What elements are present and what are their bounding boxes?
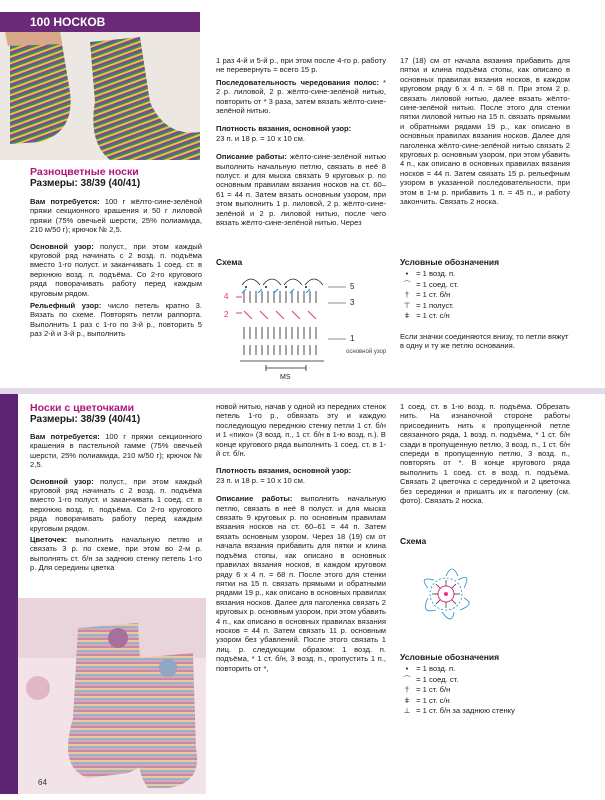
scheme-row-5: 5: [350, 282, 355, 291]
scheme-basic-label: основной узор: [346, 349, 387, 355]
section2-needs: Вам потребуется: 100 г пряжи секционного крашения в пастельной гамме (75% овечьей шерсти, 25% полиамида, 210 м/50 г); крючок № 2,5.: [30, 432, 202, 470]
section1-needs: Вам потребуется: 100 г жёлто-сине-зелёной пряжи секционного крашения и 50 г лиловой пряжи (75% овечьей шерсти, 25% полиамида, 210 м/50 г); крючок № 2,5.: [30, 197, 203, 235]
purple-edge-bar: [0, 394, 18, 794]
section1-stripe-sequence: Последовательность чередования полос: * 2 р. лиловой, 2 р. жёлто-сине-зелёной нитью, повторить от * 3 раза, затем вязать жёлто-сине-зелёной нитью.: [216, 77, 386, 116]
legend-item: † = 1 ст. б/н: [404, 685, 451, 694]
socks-illustration-1: [0, 32, 200, 160]
section2-flower: Цветочек: выполнить начальную петлю и связать 3 р. по схеме, при этом во 2-м р. выполнять ст. б/н за заднюю стенку петель 1-го р. Для середины цветка: [30, 535, 202, 573]
legend-item: ⊥ = 1 ст. б/н за заднюю стенку: [403, 706, 515, 715]
section1-scheme: [216, 257, 396, 385]
header-bar: [0, 12, 200, 32]
section1-sizes: Размеры: 38/39 (40/41): [30, 178, 141, 189]
magazine-title: 100 НОСКОВ: [30, 15, 106, 29]
scheme-ms-label: MS: [280, 374, 291, 381]
legend-item: † = 1 ст. б/н: [404, 290, 451, 299]
page-number: 64: [38, 778, 47, 787]
section1-scheme-label: Схема: [216, 257, 243, 267]
section2-scheme-label: Схема: [400, 536, 427, 546]
photo-flower-socks: [18, 598, 206, 794]
section1-legend-note: Если значки соединяются внизу, то петли вяжут в одну и ту же петлю основания.: [400, 331, 569, 350]
section2-basic-pattern: Основной узор: полуст., при этом каждый круговой ряд начинать с 2 возд. п. подъёма вместо 1-го полуст. и заканчивать 1 соед. ст. в верхнюю возд. п. подъёма. Со 2-го кругового ряда поворачивать работу перед каждым круговым рядом.: [30, 476, 202, 533]
legend-item: ⊤ = 1 полуст.: [403, 300, 454, 310]
section2-scheme: [400, 536, 570, 646]
socks-illustration-2: [18, 598, 206, 794]
section1-legend: [400, 257, 570, 350]
section1-legend-title: Условные обозначения: [400, 257, 500, 267]
section2-density: Плотность вязания, основной узор: 23 п. и 18 р. = 10 х 10 см.: [216, 466, 352, 485]
section1-relief-pattern: Рельефный узор: число петель кратно 3. Вязать по схеме. Повторять петли раппорта. Выполнить 1 раз с 1-го по 3-й р., повторить 5 раз 2-й и 3-й р., выполнить: [30, 301, 202, 339]
section1-col3-text: 17 (18) см от начала вязания прибавить для пятки и клина подъёма стопы, как описано в основных правилах вязания носков, в каждом круговом ряду 6 х 4 п. = 68 п. При этом 2 р. связать лиловой нитью, далее вязать жёлто-сине-зелёной нитью. После этого для стенки пятки лиловой нитью на 15 п. связать прямыми и обратными рядами 19 р., как описано в основных правилах вязания носков. Далее для паголенка жёлто-сине-зелёной нитью связать 2 круговых р. основным узором, при этом убавить 4 п., как описано в основных правилах вязания носков = 44 п. Затем связать 15 р. рельефным узором в указанной последовательности, при этом в 1-м р. прибавить 1 п. = 45 п., и работу закончить. Связать 2 носка.: [400, 56, 571, 207]
section2-flower-diagram: [408, 550, 488, 640]
section1-basic-pattern: Основной узор: полуст., при этом каждый круговой ряд начинать с 2 возд. п. подъёма вместо 1-го полуст. и заканчивать 1 соед. ст. в верхнюю возд. п. подъёма. Со 2-го кругового ряда поворачивать работу перед каждым круговым рядом.: [30, 241, 202, 298]
scheme-row-2: 2: [224, 310, 229, 319]
photo-multicolor-socks: [0, 32, 200, 160]
section2-sizes: Размеры: 38/39 (40/41): [30, 414, 141, 425]
scheme-row-1: 1: [350, 334, 355, 343]
section2-col2-intro: новой нитью, начав у одной из передних стенок петель 1-го р., обвязать эту и каждую последующую переднюю стенку петли 1 ст. б/н и 1 «пико» (3 возд. п., 1 ст. б/н в 1-ю возд. п.). В конце кругового ряда выполнить 1 соед. ст. в 1-й ст. б/н.: [216, 402, 386, 459]
section1-col2-intro: 1 раз 4-й и 5-й р., при этом после 4-го р. работу не перевернуть = всего 15 р.: [216, 56, 386, 75]
legend-item: ⌒ = 1 соед. ст.: [403, 674, 459, 684]
section-divider: [0, 388, 605, 394]
section1-work-description: Описание работы: жёлто-сине-зелёной нитью выполнить начальную петлю, связать в неё 8 полуст. и для мыска связать 9 круговых р. по основным правилам вязания носков на ст. 60–61 = 44 п. Затем вязать основным узором, при этом выполнить 1 р. лиловой, 2 р. жёлто-сине-зелёной и 2 р. лиловой нитью, после чего вязать жёлто-сине-зелёной нитью. Через: [216, 152, 386, 228]
section2-legend: [400, 652, 580, 717]
section2-col3-text: 1 соед. ст. в 1-ю возд. п. подъёма. Обрезать нить. На изнаночной стороне работы присоединить нить к пропущенной петле связанного ряда, 1 возд. п. подъёма, * 1 ст. б/н сзади в пропущенную петлю, 3 возд. п., 1 ст. б/н спереди в пропущенную петлю, 3 возд. п., повторять от *. В конце кругового ряда выполнить 1 соед. ст. в возд. п. подъёма. Связать 2 цветочка с серединкой и 2 цветочка без серединки и пришить их к паголенку (см. фото). Связать 2 носка.: [400, 402, 570, 506]
legend-item: ⌒ = 1 соед. ст.: [403, 279, 459, 289]
section1-density: Плотность вязания, основной узор: 23 п. и 18 р. = 10 х 10 см.: [216, 124, 352, 143]
legend-item: • = 1 возд. п.: [405, 269, 456, 278]
section2-work-description: Описание работы: выполнить начальную петлю, связать в неё 8 полуст. и для мыска связать 9 круговых р. по основным правилам вязания носков на ст. 60–61 = 44 п. Затем вязать основным узором. Через 18 (19) см от начала вязания прибавить для пятки и клина подъёма стопы, как описано в основных правилах вязания носков, в каждом круговом ряду 6 х 4 п. = 68 п. После этого для стенки пятки на 15 п. связать прямыми и обратными рядами 19 р., как описано в основных правилах вязания носков. Далее для паголенка связать 2 круговых р. основным узором, при этом убавить 4 п., как описано в основных правилах вязания носков = 44 п. Затем связать 11 р. основным узором без убавлений. После этого связать 1 лиц. р. следующим образом: 1 возд. п. подъёма, * 1 ст. б/н, 3 возд. п., пропустить 1 п., повторить от *,: [216, 494, 387, 673]
scheme-row-3: 3: [350, 298, 355, 307]
section2-legend-title: Условные обозначения: [400, 652, 500, 662]
legend-item: ǂ = 1 ст. с/н: [404, 695, 450, 705]
legend-item: ǂ = 1 ст. с/н: [404, 311, 450, 320]
scheme-row-4: 4: [224, 292, 229, 301]
section2-title: Носки с цветочками: [30, 402, 135, 414]
section1-scheme-diagram: [216, 269, 396, 384]
section1-title: Разноцветные носки: [30, 166, 139, 178]
legend-item: • = 1 возд. п.: [405, 664, 456, 673]
